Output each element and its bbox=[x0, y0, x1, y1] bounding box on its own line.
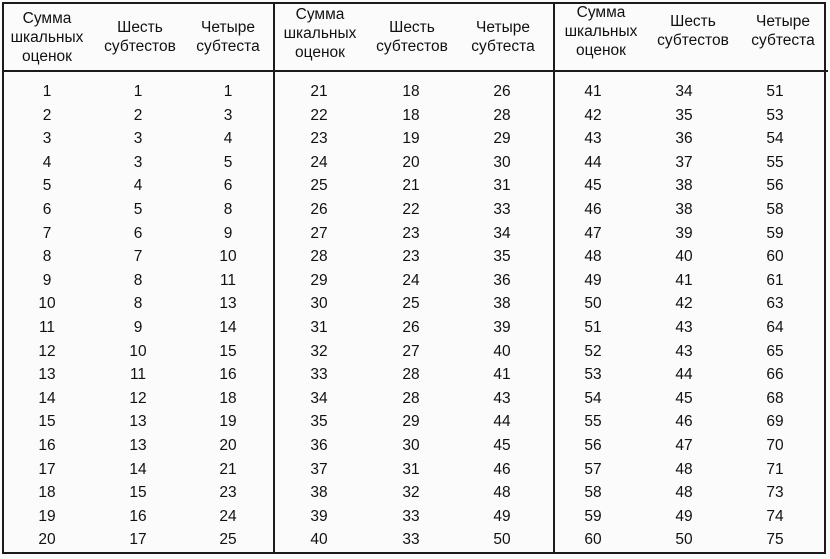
cell-four-subtests-g1-r13: 16 bbox=[219, 366, 237, 383]
cell-six-subtests-g1-r14: 12 bbox=[129, 390, 147, 407]
cell-six-subtests-g1-r9: 8 bbox=[133, 272, 143, 289]
cell-sum-scaled-scores-g3-r7: 47 bbox=[584, 225, 602, 242]
cell-six-subtests-g2-r12: 27 bbox=[402, 343, 420, 360]
header-six-subtests-2: Шесть субтестов bbox=[376, 19, 448, 55]
cell-sum-scaled-scores-g1-r10: 10 bbox=[38, 295, 56, 312]
cell-six-subtests-g2-r1: 18 bbox=[402, 83, 420, 100]
cell-six-subtests-g2-r8: 23 bbox=[402, 248, 420, 265]
cell-four-subtests-g1-r5: 6 bbox=[223, 177, 233, 194]
cell-four-subtests-g2-r6: 33 bbox=[493, 201, 511, 218]
cell-sum-scaled-scores-g1-r9: 9 bbox=[42, 272, 52, 289]
cell-six-subtests-g1-r11: 9 bbox=[133, 319, 143, 336]
cell-four-subtests-g3-r16: 70 bbox=[766, 437, 784, 454]
cell-six-subtests-g1-r10: 8 bbox=[133, 295, 143, 312]
cell-sum-scaled-scores-g1-r4: 4 bbox=[42, 154, 52, 171]
cell-six-subtests-g3-r9: 41 bbox=[675, 272, 693, 289]
cell-sum-scaled-scores-g2-r8: 28 bbox=[310, 248, 328, 265]
cell-four-subtests-g2-r16: 45 bbox=[493, 437, 511, 454]
cell-sum-scaled-scores-g3-r6: 46 bbox=[584, 201, 602, 218]
cell-four-subtests-g3-r18: 73 bbox=[766, 484, 784, 501]
cell-four-subtests-g1-r15: 19 bbox=[219, 413, 237, 430]
cell-sum-scaled-scores-g2-r15: 35 bbox=[310, 413, 328, 430]
cell-four-subtests-g3-r13: 66 bbox=[766, 366, 784, 383]
header-divider bbox=[2, 70, 828, 72]
cell-four-subtests-g1-r10: 13 bbox=[219, 295, 237, 312]
cell-sum-scaled-scores-g1-r20: 20 bbox=[38, 531, 56, 548]
cell-four-subtests-g2-r14: 43 bbox=[493, 390, 511, 407]
cell-six-subtests-g3-r19: 49 bbox=[675, 508, 693, 525]
cell-sum-scaled-scores-g2-r16: 36 bbox=[310, 437, 328, 454]
cell-six-subtests-g2-r13: 28 bbox=[402, 366, 420, 383]
cell-sum-scaled-scores-g3-r10: 50 bbox=[584, 295, 602, 312]
cell-sum-scaled-scores-g1-r17: 17 bbox=[38, 461, 56, 478]
cell-four-subtests-g3-r2: 53 bbox=[766, 107, 784, 124]
cell-six-subtests-g2-r20: 33 bbox=[402, 531, 420, 548]
cell-four-subtests-g3-r11: 64 bbox=[766, 319, 784, 336]
header-six-subtests-3: Шесть субтестов bbox=[657, 13, 729, 49]
cell-sum-scaled-scores-g2-r3: 23 bbox=[310, 130, 328, 147]
cell-sum-scaled-scores-g2-r12: 32 bbox=[310, 343, 328, 360]
cell-four-subtests-g1-r8: 10 bbox=[219, 248, 237, 265]
cell-four-subtests-g1-r19: 24 bbox=[219, 508, 237, 525]
cell-six-subtests-g1-r16: 13 bbox=[129, 437, 147, 454]
cell-six-subtests-g3-r8: 40 bbox=[675, 248, 693, 265]
cell-four-subtests-g3-r20: 75 bbox=[766, 531, 784, 548]
header-sum-scaled-scores-2: Сумма шкальных оценок bbox=[283, 5, 357, 61]
cell-four-subtests-g2-r20: 50 bbox=[493, 531, 511, 548]
cell-sum-scaled-scores-g2-r7: 27 bbox=[310, 225, 328, 242]
cell-four-subtests-g1-r18: 23 bbox=[219, 484, 237, 501]
cell-four-subtests-g2-r8: 35 bbox=[493, 248, 511, 265]
group-divider-2 bbox=[553, 2, 555, 554]
cell-four-subtests-g1-r17: 21 bbox=[219, 461, 237, 478]
cell-four-subtests-g1-r11: 14 bbox=[219, 319, 237, 336]
cell-six-subtests-g3-r7: 39 bbox=[675, 225, 693, 242]
cell-sum-scaled-scores-g3-r16: 56 bbox=[584, 437, 602, 454]
cell-four-subtests-g3-r17: 71 bbox=[766, 461, 784, 478]
cell-sum-scaled-scores-g2-r5: 25 bbox=[310, 177, 328, 194]
cell-six-subtests-g3-r11: 43 bbox=[675, 319, 693, 336]
cell-sum-scaled-scores-g3-r1: 41 bbox=[584, 83, 602, 100]
cell-six-subtests-g3-r20: 50 bbox=[675, 531, 693, 548]
cell-sum-scaled-scores-g3-r12: 52 bbox=[584, 343, 602, 360]
cell-six-subtests-g1-r7: 6 bbox=[133, 225, 143, 242]
cell-six-subtests-g1-r5: 4 bbox=[133, 177, 143, 194]
cell-four-subtests-g2-r12: 40 bbox=[493, 343, 511, 360]
cell-four-subtests-g1-r16: 20 bbox=[219, 437, 237, 454]
cell-sum-scaled-scores-g2-r14: 34 bbox=[310, 390, 328, 407]
cell-four-subtests-g1-r3: 4 bbox=[223, 130, 233, 147]
cell-six-subtests-g2-r10: 25 bbox=[402, 295, 420, 312]
cell-sum-scaled-scores-g3-r9: 49 bbox=[584, 272, 602, 289]
cell-six-subtests-g1-r1: 1 bbox=[133, 83, 143, 100]
cell-sum-scaled-scores-g1-r18: 18 bbox=[38, 484, 56, 501]
header-four-subtests-1: Четыре субтеста bbox=[196, 19, 260, 55]
cell-six-subtests-g2-r2: 18 bbox=[402, 107, 420, 124]
cell-four-subtests-g2-r13: 41 bbox=[493, 366, 511, 383]
cell-four-subtests-g1-r20: 25 bbox=[219, 531, 237, 548]
cell-sum-scaled-scores-g2-r20: 40 bbox=[310, 531, 328, 548]
cell-four-subtests-g2-r15: 44 bbox=[493, 413, 511, 430]
cell-six-subtests-g1-r12: 10 bbox=[129, 343, 147, 360]
cell-six-subtests-g1-r18: 15 bbox=[129, 484, 147, 501]
cell-four-subtests-g3-r9: 61 bbox=[766, 272, 784, 289]
cell-four-subtests-g2-r7: 34 bbox=[493, 225, 511, 242]
cell-sum-scaled-scores-g3-r5: 45 bbox=[584, 177, 602, 194]
cell-sum-scaled-scores-g3-r11: 51 bbox=[584, 319, 602, 336]
cell-six-subtests-g3-r12: 43 bbox=[675, 343, 693, 360]
header-four-subtests-3: Четыре субтеста bbox=[751, 13, 815, 49]
cell-six-subtests-g3-r10: 42 bbox=[675, 295, 693, 312]
cell-six-subtests-g2-r4: 20 bbox=[402, 154, 420, 171]
cell-sum-scaled-scores-g2-r18: 38 bbox=[310, 484, 328, 501]
cell-six-subtests-g3-r2: 35 bbox=[675, 107, 693, 124]
cell-four-subtests-g3-r6: 58 bbox=[766, 201, 784, 218]
cell-sum-scaled-scores-g1-r2: 2 bbox=[42, 107, 52, 124]
cell-sum-scaled-scores-g1-r13: 13 bbox=[38, 366, 56, 383]
cell-sum-scaled-scores-g3-r20: 60 bbox=[584, 531, 602, 548]
cell-sum-scaled-scores-g2-r13: 33 bbox=[310, 366, 328, 383]
cell-four-subtests-g2-r18: 48 bbox=[493, 484, 511, 501]
cell-sum-scaled-scores-g3-r2: 42 bbox=[584, 107, 602, 124]
cell-four-subtests-g1-r12: 15 bbox=[219, 343, 237, 360]
cell-sum-scaled-scores-g1-r7: 7 bbox=[42, 225, 52, 242]
cell-sum-scaled-scores-g1-r3: 3 bbox=[42, 130, 52, 147]
cell-four-subtests-g3-r8: 60 bbox=[766, 248, 784, 265]
cell-six-subtests-g3-r1: 34 bbox=[675, 83, 693, 100]
cell-sum-scaled-scores-g1-r8: 8 bbox=[42, 248, 52, 265]
cell-four-subtests-g2-r1: 26 bbox=[493, 83, 511, 100]
cell-four-subtests-g2-r3: 29 bbox=[493, 130, 511, 147]
cell-four-subtests-g1-r2: 3 bbox=[223, 107, 233, 124]
cell-four-subtests-g2-r11: 39 bbox=[493, 319, 511, 336]
cell-sum-scaled-scores-g2-r2: 22 bbox=[310, 107, 328, 124]
cell-sum-scaled-scores-g3-r13: 53 bbox=[584, 366, 602, 383]
cell-four-subtests-g3-r3: 54 bbox=[766, 130, 784, 147]
cell-six-subtests-g1-r15: 13 bbox=[129, 413, 147, 430]
cell-four-subtests-g3-r19: 74 bbox=[766, 508, 784, 525]
cell-sum-scaled-scores-g1-r12: 12 bbox=[38, 343, 56, 360]
cell-four-subtests-g3-r10: 63 bbox=[766, 295, 784, 312]
cell-six-subtests-g1-r17: 14 bbox=[129, 461, 147, 478]
cell-six-subtests-g2-r19: 33 bbox=[402, 508, 420, 525]
cell-six-subtests-g2-r15: 29 bbox=[402, 413, 420, 430]
cell-four-subtests-g3-r15: 69 bbox=[766, 413, 784, 430]
cell-six-subtests-g3-r17: 48 bbox=[675, 461, 693, 478]
cell-sum-scaled-scores-g3-r19: 59 bbox=[584, 508, 602, 525]
cell-six-subtests-g3-r5: 38 bbox=[675, 177, 693, 194]
cell-six-subtests-g1-r20: 17 bbox=[129, 531, 147, 548]
cell-four-subtests-g2-r10: 38 bbox=[493, 295, 511, 312]
cell-six-subtests-g2-r17: 31 bbox=[402, 461, 420, 478]
header-sum-scaled-scores-1: Сумма шкальных оценок bbox=[10, 9, 84, 65]
cell-six-subtests-g2-r16: 30 bbox=[402, 437, 420, 454]
cell-six-subtests-g3-r6: 38 bbox=[675, 201, 693, 218]
cell-six-subtests-g1-r4: 3 bbox=[133, 154, 143, 171]
cell-sum-scaled-scores-g1-r11: 11 bbox=[38, 319, 56, 336]
cell-six-subtests-g1-r19: 16 bbox=[129, 508, 147, 525]
header-four-subtests-2: Четыре субтеста bbox=[471, 19, 535, 55]
cell-sum-scaled-scores-g1-r15: 15 bbox=[38, 413, 56, 430]
cell-four-subtests-g2-r9: 36 bbox=[493, 272, 511, 289]
cell-sum-scaled-scores-g2-r10: 30 bbox=[310, 295, 328, 312]
cell-six-subtests-g3-r15: 46 bbox=[675, 413, 693, 430]
cell-four-subtests-g1-r7: 9 bbox=[223, 225, 233, 242]
header-sum-scaled-scores-3: Сумма шкальных оценок bbox=[564, 3, 638, 59]
cell-six-subtests-g3-r13: 44 bbox=[675, 366, 693, 383]
cell-six-subtests-g1-r13: 11 bbox=[129, 366, 147, 383]
cell-four-subtests-g1-r9: 11 bbox=[219, 272, 237, 289]
cell-sum-scaled-scores-g2-r1: 21 bbox=[310, 83, 328, 100]
cell-six-subtests-g2-r5: 21 bbox=[402, 177, 420, 194]
cell-sum-scaled-scores-g2-r19: 39 bbox=[310, 508, 328, 525]
cell-sum-scaled-scores-g2-r11: 31 bbox=[310, 319, 328, 336]
cell-sum-scaled-scores-g2-r9: 29 bbox=[310, 272, 328, 289]
cell-sum-scaled-scores-g1-r6: 6 bbox=[42, 201, 52, 218]
cell-six-subtests-g3-r18: 48 bbox=[675, 484, 693, 501]
cell-six-subtests-g1-r8: 7 bbox=[133, 248, 143, 265]
cell-six-subtests-g2-r3: 19 bbox=[402, 130, 420, 147]
cell-six-subtests-g1-r6: 5 bbox=[133, 201, 143, 218]
cell-six-subtests-g2-r6: 22 bbox=[402, 201, 420, 218]
cell-sum-scaled-scores-g3-r3: 43 bbox=[584, 130, 602, 147]
cell-six-subtests-g2-r11: 26 bbox=[402, 319, 420, 336]
cell-four-subtests-g1-r4: 5 bbox=[223, 154, 233, 171]
cell-four-subtests-g1-r6: 8 bbox=[223, 201, 233, 218]
cell-four-subtests-g2-r2: 28 bbox=[493, 107, 511, 124]
cell-four-subtests-g3-r7: 59 bbox=[766, 225, 784, 242]
cell-four-subtests-g2-r19: 49 bbox=[493, 508, 511, 525]
cell-sum-scaled-scores-g2-r4: 24 bbox=[310, 154, 328, 171]
cell-sum-scaled-scores-g1-r1: 1 bbox=[42, 83, 52, 100]
header-six-subtests-1: Шесть субтестов bbox=[104, 19, 176, 55]
cell-sum-scaled-scores-g2-r17: 37 bbox=[310, 461, 328, 478]
cell-sum-scaled-scores-g3-r4: 44 bbox=[584, 154, 602, 171]
cell-six-subtests-g1-r2: 2 bbox=[133, 107, 143, 124]
cell-four-subtests-g1-r1: 1 bbox=[223, 83, 233, 100]
cell-four-subtests-g2-r5: 31 bbox=[493, 177, 511, 194]
cell-four-subtests-g3-r4: 55 bbox=[766, 154, 784, 171]
cell-sum-scaled-scores-g3-r18: 58 bbox=[584, 484, 602, 501]
cell-six-subtests-g3-r14: 45 bbox=[675, 390, 693, 407]
group-divider-1 bbox=[273, 2, 275, 554]
cell-sum-scaled-scores-g2-r6: 26 bbox=[310, 201, 328, 218]
cell-four-subtests-g3-r1: 51 bbox=[766, 83, 784, 100]
cell-six-subtests-g2-r7: 23 bbox=[402, 225, 420, 242]
cell-sum-scaled-scores-g1-r19: 19 bbox=[38, 508, 56, 525]
cell-sum-scaled-scores-g1-r14: 14 bbox=[38, 390, 56, 407]
cell-sum-scaled-scores-g3-r15: 55 bbox=[584, 413, 602, 430]
cell-four-subtests-g3-r5: 56 bbox=[766, 177, 784, 194]
cell-sum-scaled-scores-g3-r8: 48 bbox=[584, 248, 602, 265]
cell-sum-scaled-scores-g1-r5: 5 bbox=[42, 177, 52, 194]
cell-four-subtests-g2-r17: 46 bbox=[493, 461, 511, 478]
cell-sum-scaled-scores-g1-r16: 16 bbox=[38, 437, 56, 454]
cell-six-subtests-g3-r16: 47 bbox=[675, 437, 693, 454]
cell-six-subtests-g2-r14: 28 bbox=[402, 390, 420, 407]
cell-four-subtests-g3-r12: 65 bbox=[766, 343, 784, 360]
cell-six-subtests-g2-r18: 32 bbox=[402, 484, 420, 501]
cell-sum-scaled-scores-g3-r17: 57 bbox=[584, 461, 602, 478]
cell-six-subtests-g2-r9: 24 bbox=[402, 272, 420, 289]
cell-six-subtests-g1-r3: 3 bbox=[133, 130, 143, 147]
cell-four-subtests-g3-r14: 68 bbox=[766, 390, 784, 407]
cell-four-subtests-g1-r14: 18 bbox=[219, 390, 237, 407]
cell-six-subtests-g3-r4: 37 bbox=[675, 154, 693, 171]
cell-sum-scaled-scores-g3-r14: 54 bbox=[584, 390, 602, 407]
cell-six-subtests-g3-r3: 36 bbox=[675, 130, 693, 147]
cell-four-subtests-g2-r4: 30 bbox=[493, 154, 511, 171]
